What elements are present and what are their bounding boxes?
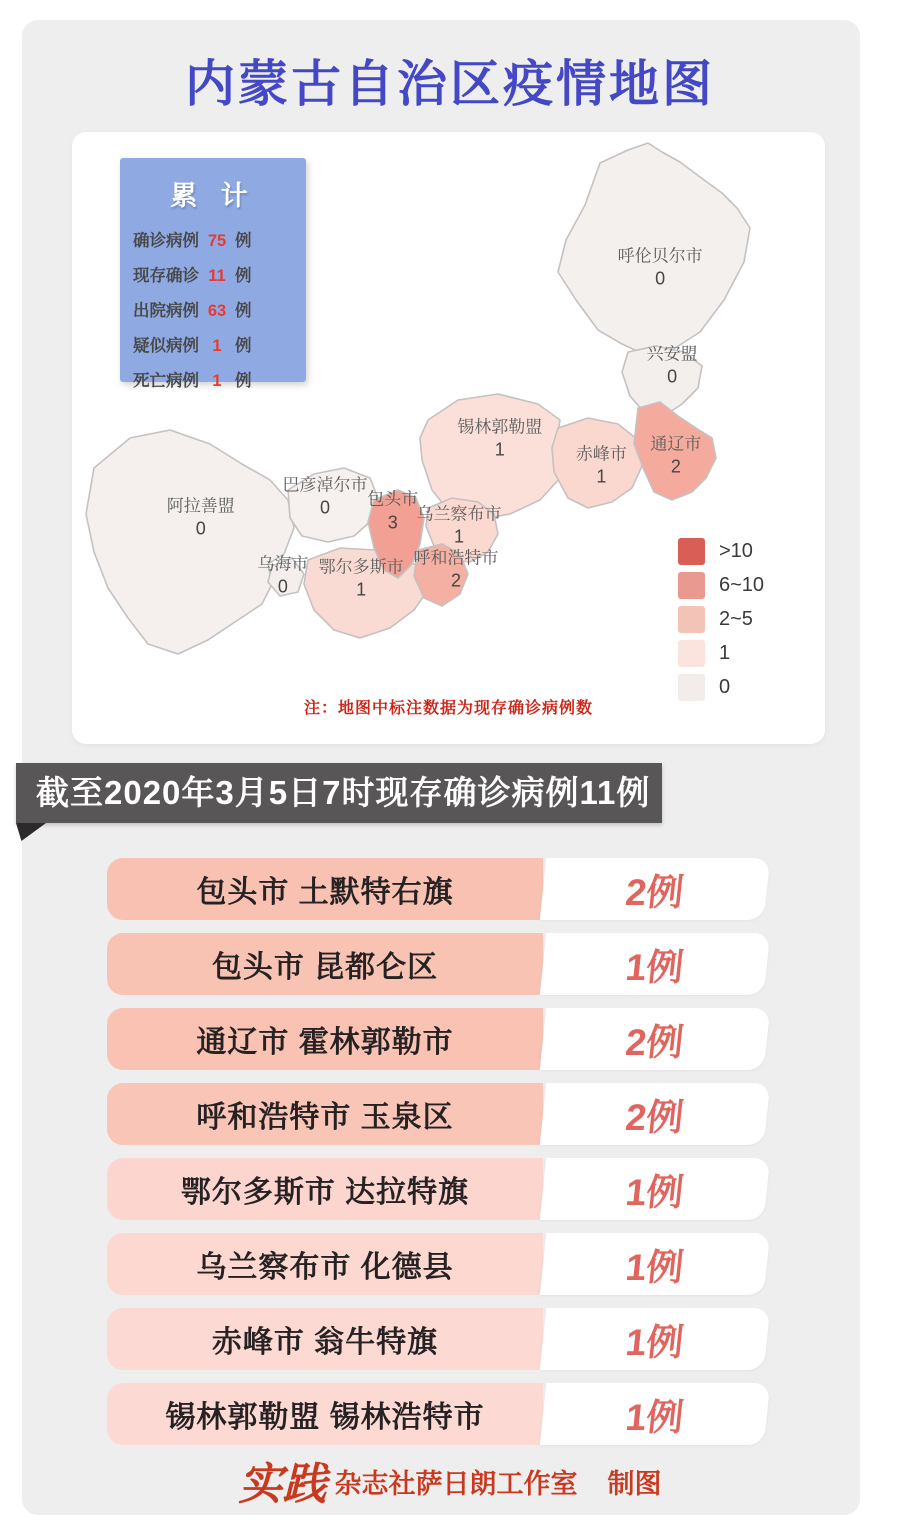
case-row (107, 858, 767, 920)
case-location: 通辽市 霍林郭勒市 (107, 1008, 543, 1070)
region-case-count: 1 (454, 525, 465, 546)
studio-credit: 杂志社萨日朗工作室 (334, 1469, 578, 1499)
stats-value: 75 (207, 232, 227, 250)
case-location: 包头市 昆都仑区 (107, 933, 543, 995)
made-by-label: 制图 (607, 1469, 662, 1499)
legend-color-swatch (678, 606, 705, 633)
case-row (107, 1383, 767, 1445)
map-legend (678, 538, 764, 708)
region-name: 兴安盟 (646, 344, 698, 364)
case-location: 乌兰察布市 化德县 (107, 1233, 543, 1295)
case-row (107, 1008, 767, 1070)
stats-label: 死亡病例 (133, 372, 199, 390)
case-count: 1例 (540, 1158, 771, 1220)
cumulative-stats-box (120, 158, 306, 390)
stats-label: 确诊病例 (133, 232, 199, 250)
case-row (107, 933, 767, 995)
legend-color-swatch (678, 538, 705, 565)
case-row (107, 1308, 767, 1370)
region-shape-alxa-league (86, 430, 294, 654)
region-case-count: 0 (667, 366, 678, 387)
legend-label: 1 (719, 642, 731, 664)
map-region-label (457, 416, 542, 461)
region-name: 阿拉善盟 (166, 495, 235, 515)
map-region-label (283, 474, 368, 519)
region-name: 乌海市 (257, 553, 309, 573)
stats-label: 现存确诊 (133, 267, 199, 285)
region-case-count: 2 (451, 569, 462, 590)
case-count: 1例 (540, 1383, 771, 1445)
legend-label: 0 (719, 676, 731, 698)
map-region-label (257, 553, 308, 598)
legend-label: >10 (719, 540, 753, 562)
region-case-count: 2 (670, 456, 681, 477)
map-note: 注：地图中标注数据为现存确诊病例数 (303, 700, 593, 717)
stats-value: 63 (207, 302, 227, 320)
stats-unit: 例 (235, 267, 252, 285)
date-banner: 截至2020年3月5日7时现存确诊病例11例 (16, 763, 662, 823)
legend-item (678, 538, 764, 565)
region-case-count: 0 (655, 268, 666, 289)
stats-row (120, 332, 306, 356)
region-case-count: 0 (195, 517, 206, 538)
legend-item (678, 572, 764, 599)
case-count: 2例 (540, 1008, 771, 1070)
map-region-label (319, 556, 404, 601)
legend-color-swatch (678, 572, 705, 599)
region-case-count: 1 (494, 439, 505, 460)
region-case-count: 0 (319, 497, 330, 518)
case-count: 1例 (540, 1233, 771, 1295)
stats-unit: 例 (235, 337, 252, 355)
region-name: 包头市 (367, 489, 419, 509)
stats-value: 1 (212, 372, 222, 390)
region-name: 通辽市 (650, 434, 702, 454)
case-row (107, 1083, 767, 1145)
case-location: 鄂尔多斯市 达拉特旗 (107, 1158, 543, 1220)
map-region-label (367, 489, 418, 534)
region-case-count: 3 (387, 511, 398, 532)
case-count: 1例 (540, 933, 771, 995)
page-title: 内蒙古自治区疫情地图 (185, 56, 715, 112)
region-case-count: 1 (356, 579, 367, 600)
map-region-label (167, 495, 235, 540)
magazine-logo-calligraphy: 实践 (238, 1460, 327, 1509)
legend-label: 6~10 (719, 574, 765, 596)
region-name: 呼伦贝尔市 (617, 246, 703, 266)
region-case-count: 0 (277, 576, 288, 597)
case-location: 包头市 土默特右旗 (107, 858, 543, 920)
map-region-label (417, 503, 502, 548)
stats-value: 1 (212, 337, 222, 355)
legend-item (678, 606, 764, 633)
stats-unit: 例 (235, 302, 252, 320)
map-region-label (618, 245, 703, 290)
stats-unit: 例 (235, 372, 252, 390)
region-name: 呼和浩特市 (413, 547, 499, 567)
stats-row (120, 262, 306, 286)
credit-footer (0, 1448, 900, 1512)
case-row (107, 1158, 767, 1220)
map-region-label (414, 547, 499, 592)
region-name: 巴彦淖尔市 (282, 475, 368, 495)
map-panel (72, 132, 825, 744)
stats-value: 11 (208, 267, 226, 285)
case-location: 锡林郭勒盟 锡林浩特市 (107, 1383, 543, 1445)
legend-color-swatch (678, 640, 705, 667)
legend-item (678, 640, 764, 667)
region-case-count: 1 (596, 465, 607, 486)
region-name: 锡林郭勒盟 (457, 417, 543, 437)
case-count: 2例 (540, 1083, 771, 1145)
stats-unit: 例 (235, 232, 252, 250)
case-row (107, 1233, 767, 1295)
map-region-label (650, 434, 701, 479)
case-count: 1例 (540, 1308, 771, 1370)
region-name: 赤峰市 (575, 443, 627, 463)
region-name: 乌兰察布市 (416, 503, 502, 523)
map-region-label (647, 343, 698, 388)
case-count: 2例 (540, 858, 771, 920)
case-location: 呼和浩特市 玉泉区 (107, 1083, 543, 1145)
stats-label: 疑似病例 (133, 337, 199, 355)
case-location: 赤峰市 翁牛特旗 (107, 1308, 543, 1370)
case-list (107, 858, 767, 1458)
stats-row (120, 297, 306, 321)
map-region-label (576, 443, 627, 488)
stats-label: 出院病例 (133, 302, 199, 320)
region-name: 鄂尔多斯市 (318, 557, 404, 577)
stats-row (120, 227, 306, 251)
stats-title: 累 计 (170, 181, 256, 211)
legend-label: 2~5 (719, 608, 753, 630)
stats-row (120, 367, 306, 391)
